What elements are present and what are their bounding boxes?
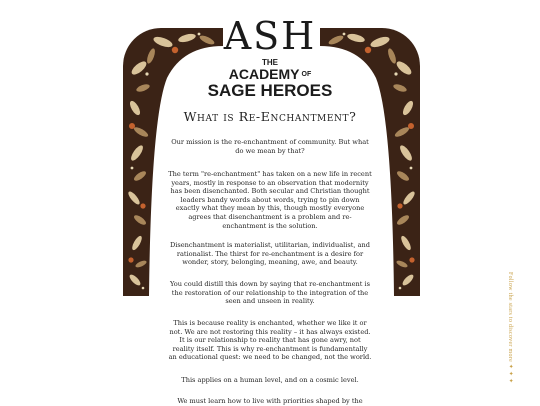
site-logo[interactable] [0,16,540,100]
logo-line-academy [0,67,540,82]
logo-line-the: THE [262,58,278,67]
paragraph-mission: Our mission is the re-enchantment of community. But what do we mean by that? [171,138,369,155]
paragraph-levels: This applies on a human level, and on a cosmic level. [181,376,359,384]
paragraph-reality: This is because reality is enchanted, whether we like it or not. We are not restoring this reality – it has always existed. It is our relationship to reality that has gone awry, not reality itself. This is why re-enchantment is fundamentally an educational quest: we need to be changed, not the world. [168,319,372,362]
logo-line-sage-heroes: SAGE HEROES [207,81,333,100]
page-title: What is Re-Enchantment? [183,109,357,124]
paragraph-disenchantment: Disenchantment is materialist, utilitarian, individualist, and rationalist. The thirst for re-enchantment is a desire for wonder, story, belonging, meaning, awe, and beauty. [170,241,370,267]
logo-mark: ASH [223,14,317,58]
paragraph-term: The term "re-enchantment" has taken on a new life in recent years, mostly in response to an observation that modernity has been disenchanted. Both secular and Christian thought leaders bandy words about words, trying to pin down exactly what they mean by this, though mostly everyone agrees that disenchantment is a problem and re-enchantment is the solution. [168,170,372,230]
paragraph-distill: You could distill this down by saying that re-enchantment is the restoration of our relationship to the integration of the seen and unseen in reality. [169,280,371,306]
side-follow-label: Follow the stars to discover more ✦ ✦ ✦ [507,272,513,384]
logo-of-word: OF [301,71,312,78]
side-follow-tab[interactable] [507,272,521,392]
logo-academy-word: ACADEMY [228,66,300,82]
paragraph-priorities: We must learn how to live with priorities shaped by the [177,397,363,405]
